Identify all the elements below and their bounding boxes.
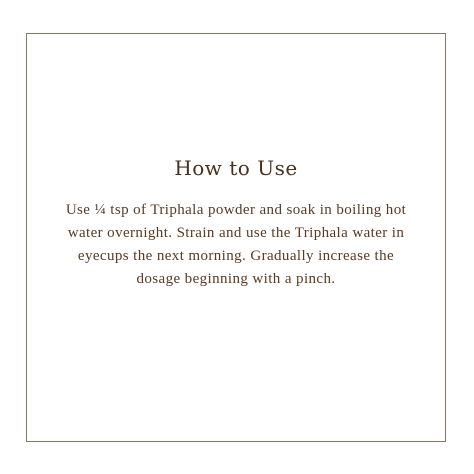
card-body-text: Use ¼ tsp of Triphala powder and soak in boiling hot water overnight. Strain and use the Triphala water in eyecups the next morning. Gradually increase the dosage beginning with a pinch. <box>65 202 407 287</box>
card-content <box>26 33 446 442</box>
card-title: How to Use <box>174 156 298 180</box>
